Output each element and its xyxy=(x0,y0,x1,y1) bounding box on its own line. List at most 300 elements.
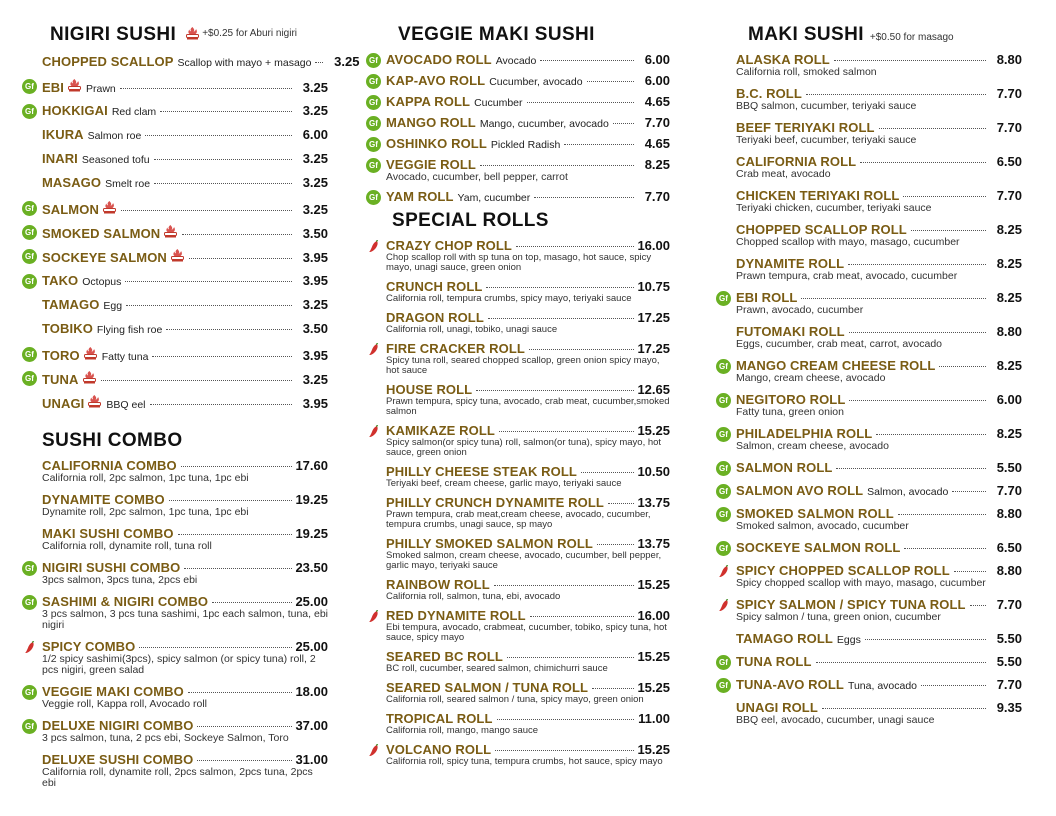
item-row xyxy=(736,483,1022,498)
item-price: 7.70 xyxy=(996,677,1022,692)
gluten-free-icon: Gf xyxy=(22,274,37,289)
combo-list xyxy=(20,458,328,789)
menu-item-philly-cheese-steak-roll xyxy=(364,464,670,489)
menu-item-maki-sushi-combo xyxy=(20,526,328,552)
item-price: 15.25 xyxy=(637,680,670,695)
dot-leader xyxy=(865,639,986,640)
item-name: RAINBOW ROLL xyxy=(386,577,490,592)
item-row xyxy=(736,290,1022,305)
item-name: SALMON ROLL xyxy=(736,460,833,475)
item-name: KAP-AVO ROLL xyxy=(386,73,486,88)
item-row xyxy=(386,382,670,397)
gluten-free-icon: Gf xyxy=(22,685,37,700)
item-name: SMOKED SALMON xyxy=(42,226,161,242)
item-name: TUNA-AVO ROLL xyxy=(736,677,844,692)
dot-leader xyxy=(534,197,634,198)
item-row xyxy=(386,536,670,551)
nigiri-title: NIGIRI SUSHI xyxy=(50,24,177,45)
item-row xyxy=(42,248,328,265)
item-name: DRAGON ROLL xyxy=(386,310,484,325)
item-name: NEGITORO ROLL xyxy=(736,392,846,407)
item-row xyxy=(386,157,670,172)
item-price: 3.25 xyxy=(302,371,328,387)
torch-icon xyxy=(102,200,117,214)
gluten-free-icon: Gf xyxy=(22,79,37,94)
item-name: HOUSE ROLL xyxy=(386,382,473,397)
item-row xyxy=(42,78,328,95)
item-price: 17.60 xyxy=(295,458,328,474)
item-price: 3.25 xyxy=(334,54,360,69)
item-price: 10.50 xyxy=(637,464,670,479)
item-row xyxy=(386,52,670,67)
dot-leader xyxy=(911,230,986,231)
menu-item-chopped-scallop xyxy=(20,54,360,78)
gluten-free-icon: Gf xyxy=(716,541,731,556)
menu-item-veggie-maki-combo xyxy=(20,684,328,710)
gluten-free-icon: Gf xyxy=(716,507,731,522)
menu-item-tobiko xyxy=(20,321,328,345)
item-name: SPICY SALMON / SPICY TUNA ROLL xyxy=(736,597,966,612)
menu-item-oshinko-roll xyxy=(364,136,670,151)
item-price: 15.25 xyxy=(637,649,670,664)
item-price: 3.95 xyxy=(302,272,328,288)
item-name: DELUXE NIGIRI COMBO xyxy=(42,718,194,734)
gluten-free-icon: Gf xyxy=(22,201,37,216)
item-name: INARI xyxy=(42,151,78,167)
menu-item-masago xyxy=(20,175,328,199)
menu-item-dynamite-roll xyxy=(714,256,1022,282)
gluten-free-icon: Gf xyxy=(716,655,731,670)
item-price: 16.00 xyxy=(637,238,670,253)
item-price: 8.25 xyxy=(996,358,1022,373)
menu-item-avocado-roll xyxy=(364,52,670,67)
item-row xyxy=(386,341,670,356)
item-name: KAMIKAZE ROLL xyxy=(386,423,495,438)
item-price: 7.70 xyxy=(644,189,670,204)
item-name: CHOPPED SCALLOP ROLL xyxy=(736,222,907,237)
item-price: 3.25 xyxy=(302,296,328,312)
maki-list xyxy=(714,52,1022,726)
gluten-free-icon: Gf xyxy=(22,104,37,119)
item-row xyxy=(736,222,1022,237)
item-name: CHICKEN TERIYAKI ROLL xyxy=(736,188,900,203)
menu-item-sashimi-nigiri-combo xyxy=(20,594,328,631)
item-row xyxy=(42,526,328,541)
menu-item-nigiri-sushi-combo xyxy=(20,560,328,586)
item-price: 6.50 xyxy=(996,154,1022,169)
item-name: B.C. ROLL xyxy=(736,86,802,101)
dot-leader xyxy=(970,605,986,606)
item-name: AVOCADO ROLL xyxy=(386,52,492,67)
item-name: BEEF TERIYAKI ROLL xyxy=(736,120,875,135)
item-price: 6.00 xyxy=(302,126,328,142)
item-description: Teriyaki chicken, cucumber, teriyaki sauce xyxy=(736,202,932,214)
menu-item-ebi-roll xyxy=(714,290,1022,316)
nigiri-section xyxy=(20,24,360,418)
dot-leader xyxy=(530,616,634,617)
gluten-free-icon: Gf xyxy=(716,484,731,499)
item-description: BBQ salmon, cucumber, teriyaki sauce xyxy=(736,100,917,112)
item-name: UNAGI ROLL xyxy=(736,700,818,715)
item-name: TUNA ROLL xyxy=(736,654,812,669)
item-price: 8.25 xyxy=(996,426,1022,441)
section-title-veggie xyxy=(364,24,670,50)
item-description: Teriyaki beef, cream cheese, garlic mayo, teriyaki sauce xyxy=(386,478,622,489)
item-name: TAMAGO xyxy=(42,296,100,312)
item-description: Spicy salmon(or spicy tuna) roll, salmon(or tuna), spicy mayo, hot sauce, green onion xyxy=(386,437,662,458)
gluten-free-icon: Gf xyxy=(716,393,731,408)
dot-leader xyxy=(145,135,292,136)
item-description: Avocado, cucumber, bell pepper, carrot xyxy=(386,171,568,183)
item-row xyxy=(386,189,670,204)
dot-leader xyxy=(188,692,292,693)
gluten-free-icon: Gf xyxy=(366,158,381,173)
item-row xyxy=(42,103,328,118)
menu-item-unagi-roll xyxy=(714,700,1022,726)
item-row xyxy=(386,464,670,479)
item-description: 1/2 spicy sashimi(3pcs), spicy salmon (or spicy tuna) roll, 2 pcs nigiri, green salad xyxy=(42,653,316,677)
item-name: PHILLY CRUNCH DYNAMITE ROLL xyxy=(386,495,604,510)
item-price: 11.00 xyxy=(638,711,670,726)
dot-leader xyxy=(497,719,635,720)
menu-item-salmon-avo-roll xyxy=(714,483,1022,498)
item-description: Prawn tempura, crab meat, avocado, cucumber xyxy=(736,270,958,282)
menu-item-mango-roll xyxy=(364,115,670,130)
item-price: 6.00 xyxy=(996,392,1022,407)
special-section xyxy=(364,210,670,767)
special-list xyxy=(364,238,670,767)
item-description: Veggie roll, Kappa roll, Avocado roll xyxy=(42,698,207,711)
section-title-special xyxy=(364,210,670,236)
menu-item-salmon xyxy=(20,200,328,224)
item-price: 5.50 xyxy=(996,631,1022,646)
item-price: 8.80 xyxy=(996,506,1022,521)
item-inline-description: Cucumber xyxy=(474,97,523,109)
item-description: California roll, mango, mango sauce xyxy=(386,725,539,736)
gluten-free-icon: Gf xyxy=(366,137,381,152)
item-name: CRAZY CHOP ROLL xyxy=(386,238,512,253)
chili-pepper-icon xyxy=(368,610,379,623)
gluten-free-icon: Gf xyxy=(366,116,381,131)
dot-leader xyxy=(120,88,292,89)
torch-icon xyxy=(83,346,98,360)
item-row xyxy=(42,127,328,142)
item-price: 6.00 xyxy=(644,73,670,88)
item-name: ALASKA ROLL xyxy=(736,52,830,67)
gluten-free-icon: Gf xyxy=(22,249,37,264)
menu-item-seared-bc-roll xyxy=(364,649,670,674)
dot-leader xyxy=(101,380,292,381)
item-inline-description: Red clam xyxy=(111,105,157,118)
menu-item-spicy-combo xyxy=(20,639,328,676)
item-inline-description: Egg xyxy=(103,299,123,312)
gluten-free-icon: Gf xyxy=(22,561,37,576)
item-name: TUNA xyxy=(42,371,79,387)
item-price: 15.25 xyxy=(637,742,670,757)
item-name: SPICY CHOPPED SCALLOP ROLL xyxy=(736,563,950,578)
menu-item-fire-cracker-roll xyxy=(364,341,670,376)
menu-item-kappa-roll xyxy=(364,94,670,109)
item-inline-description: Smelt roe xyxy=(105,178,151,191)
veggie-title: VEGGIE MAKI SUSHI xyxy=(398,24,595,45)
dot-leader xyxy=(182,234,292,235)
menu-item-chopped-scallop-roll xyxy=(714,222,1022,248)
menu-item-seared-salmon-tuna-roll xyxy=(364,680,670,705)
chili-pepper-icon xyxy=(718,599,729,612)
item-row xyxy=(42,492,328,507)
item-name: TROPICAL ROLL xyxy=(386,711,493,726)
item-row xyxy=(42,321,328,336)
item-price: 8.25 xyxy=(996,290,1022,305)
dot-leader xyxy=(822,708,986,709)
menu-item-house-roll xyxy=(364,382,670,417)
item-description: California roll, tempura crumbs, spicy mayo, teriyaki sauce xyxy=(386,293,632,304)
gluten-free-icon: Gf xyxy=(366,190,381,205)
item-row xyxy=(386,649,670,664)
item-description: California roll, dynamite roll, 2pcs salmon, 2pcs tuna, 2pcs ebi xyxy=(42,766,313,790)
item-description: Spicy tuna roll, seared chopped scallop, green onion spicy mayo, hot sauce xyxy=(386,355,660,376)
menu-item-chicken-teriyaki-roll xyxy=(714,188,1022,214)
item-name: HOKKIGAI xyxy=(42,102,108,118)
item-row xyxy=(736,358,1022,373)
item-description: Chop scallop roll with sp tuna on top, masago, hot sauce, spicy mayo, unagi sauce, green onion xyxy=(386,252,652,273)
item-row xyxy=(42,684,328,699)
item-description: California roll, smoked salmon xyxy=(736,66,877,78)
dot-leader xyxy=(121,210,292,211)
dot-leader xyxy=(125,281,292,282)
item-row xyxy=(42,175,328,190)
menu-item-beef-teriyaki-roll xyxy=(714,120,1022,146)
menu-item-ebi xyxy=(20,78,328,102)
dot-leader xyxy=(608,503,634,504)
item-row xyxy=(386,73,670,88)
item-description: Eggs, cucumber, crab meat, carrot, avocado xyxy=(736,338,943,350)
dot-leader xyxy=(507,657,634,658)
item-row xyxy=(386,115,670,130)
dot-leader xyxy=(564,144,634,145)
menu-item-futomaki-roll xyxy=(714,324,1022,350)
item-description: 3pcs salmon, 3pcs tuna, 2pcs ebi xyxy=(42,574,198,587)
item-name: TOBIKO xyxy=(42,321,93,337)
dot-leader xyxy=(613,123,634,124)
dot-leader xyxy=(166,329,292,330)
item-row xyxy=(736,631,1022,646)
item-description: Spicy chopped scallop with mayo, masago, cucumber xyxy=(736,577,986,589)
menu-item-salmon-roll xyxy=(714,460,1022,475)
item-inline-description: Flying fish roe xyxy=(96,324,163,337)
item-price: 19.25 xyxy=(295,492,328,508)
item-description: California roll, salmon, tuna, ebi, avocado xyxy=(386,591,561,602)
item-name: MANGO CREAM CHEESE ROLL xyxy=(736,358,936,373)
item-name: SALMON AVO ROLL xyxy=(736,483,864,498)
item-name: OSHINKO ROLL xyxy=(386,136,487,151)
menu-item-hokkigai xyxy=(20,103,328,127)
dot-leader xyxy=(597,544,634,545)
gluten-free-icon: Gf xyxy=(716,359,731,374)
item-name: EBI xyxy=(42,80,64,96)
item-inline-description: Cucumber, avocado xyxy=(489,76,583,88)
item-price: 25.00 xyxy=(295,594,328,610)
item-description: Fatty tuna, green onion xyxy=(736,406,844,418)
chili-pepper-icon xyxy=(368,744,379,757)
chili-pepper-icon xyxy=(368,425,379,438)
item-row xyxy=(42,370,328,387)
item-price: 8.25 xyxy=(644,157,670,172)
item-price: 7.70 xyxy=(996,120,1022,135)
menu-item-tuna-avo-roll xyxy=(714,677,1022,692)
item-row xyxy=(42,394,328,411)
item-row xyxy=(42,54,360,69)
menu-item-b-c-roll xyxy=(714,86,1022,112)
item-name: VEGGIE MAKI COMBO xyxy=(42,684,184,700)
menu-item-alaska-roll xyxy=(714,52,1022,78)
menu-item-deluxe-nigiri-combo xyxy=(20,718,328,744)
maki-title: MAKI SUSHI xyxy=(748,24,864,45)
item-row xyxy=(386,680,670,695)
item-price: 6.50 xyxy=(996,540,1022,555)
item-price: 3.95 xyxy=(302,396,328,412)
item-row xyxy=(386,495,670,510)
chili-pepper-icon xyxy=(368,240,379,253)
item-name: PHILLY SMOKED SALMON ROLL xyxy=(386,536,593,551)
item-row xyxy=(736,700,1022,715)
dot-leader xyxy=(169,500,292,501)
nigiri-note xyxy=(182,26,297,40)
menu-item-negitoro-roll xyxy=(714,392,1022,418)
dot-leader xyxy=(152,356,292,357)
dot-leader xyxy=(197,726,292,727)
gluten-free-icon: Gf xyxy=(366,53,381,68)
chili-pepper-icon xyxy=(24,641,35,654)
menu-item-california-combo xyxy=(20,458,328,484)
dot-leader xyxy=(315,62,323,63)
item-price: 7.70 xyxy=(996,86,1022,101)
item-row xyxy=(736,324,1022,339)
item-description: California roll, spicy tuna, tempura crumbs, hot sauce, spicy mayo xyxy=(386,756,663,767)
gluten-free-icon: Gf xyxy=(22,225,37,240)
dot-leader xyxy=(160,111,292,112)
dot-leader xyxy=(540,60,634,61)
combo-title: SUSHI COMBO xyxy=(42,430,183,452)
dot-leader xyxy=(581,472,634,473)
item-price: 7.70 xyxy=(996,597,1022,612)
dot-leader xyxy=(801,298,986,299)
dot-leader xyxy=(480,165,634,166)
item-row xyxy=(386,279,670,294)
dot-leader xyxy=(197,760,292,761)
item-name: DYNAMITE COMBO xyxy=(42,492,165,508)
item-price: 16.00 xyxy=(637,608,670,623)
dot-leader xyxy=(834,60,986,61)
item-row xyxy=(736,256,1022,271)
item-price: 13.75 xyxy=(637,495,670,510)
item-name: EBI ROLL xyxy=(736,290,798,305)
item-description: Teriyaki beef, cucumber, teriyaki sauce xyxy=(736,134,917,146)
menu-item-yam-roll xyxy=(364,189,670,204)
item-name: CALIFORNIA COMBO xyxy=(42,458,177,474)
gluten-free-icon: Gf xyxy=(22,347,37,362)
menu-item-sockeye-salmon-roll xyxy=(714,540,1022,555)
item-inline-description: BBQ eel xyxy=(106,399,146,412)
veggie-list xyxy=(364,52,670,204)
dot-leader xyxy=(592,688,634,689)
item-price: 18.00 xyxy=(295,684,328,700)
dot-leader xyxy=(849,332,986,333)
item-name: TAKO xyxy=(42,272,79,288)
item-name: RED DYNAMITE ROLL xyxy=(386,608,526,623)
item-inline-description: Mango, cucumber, avocado xyxy=(479,118,609,130)
menu-item-crazy-chop-roll xyxy=(364,238,670,273)
item-price: 3.25 xyxy=(302,151,328,167)
gluten-free-icon: Gf xyxy=(22,371,37,386)
dot-leader xyxy=(178,534,292,535)
item-inline-description: Octopus xyxy=(82,275,122,288)
item-row xyxy=(42,346,328,363)
maki-section xyxy=(714,24,1022,726)
torch-icon xyxy=(163,224,178,238)
item-price: 7.70 xyxy=(996,188,1022,203)
chili-pepper-icon xyxy=(718,565,729,578)
menu-item-spicy-chopped-scallop-roll xyxy=(714,563,1022,589)
dot-leader xyxy=(154,159,292,160)
dot-leader xyxy=(903,196,986,197)
nigiri-note-text: +$0.25 for Aburi nigiri xyxy=(202,27,297,39)
item-row xyxy=(42,594,328,609)
item-price: 4.65 xyxy=(644,94,670,109)
item-name: SEARED SALMON / TUNA ROLL xyxy=(386,680,589,695)
item-name: TAMAGO ROLL xyxy=(736,631,833,646)
menu-item-unagi xyxy=(20,394,328,418)
item-price: 3.95 xyxy=(302,250,328,266)
item-price: 5.50 xyxy=(996,460,1022,475)
dot-leader xyxy=(806,94,986,95)
item-name: SEARED BC ROLL xyxy=(386,649,503,664)
dot-leader xyxy=(879,128,986,129)
item-row xyxy=(386,238,670,253)
item-name: PHILADELPHIA ROLL xyxy=(736,426,873,441)
item-price: 23.50 xyxy=(295,560,328,576)
item-name: FIRE CRACKER ROLL xyxy=(386,341,525,356)
item-description: California roll, seared salmon / tuna, spicy mayo, green onion xyxy=(386,694,644,705)
item-price: 13.75 xyxy=(637,536,670,551)
item-price: 8.80 xyxy=(996,563,1022,578)
item-price: 3.25 xyxy=(302,80,328,96)
item-description: California roll, 2pc salmon, 1pc tuna, 1pc ebi xyxy=(42,472,249,485)
item-row xyxy=(736,188,1022,203)
item-row xyxy=(736,540,1022,555)
item-name: SPICY COMBO xyxy=(42,639,136,655)
dot-leader xyxy=(212,602,292,603)
item-name: SOCKEYE SALMON ROLL xyxy=(736,540,901,555)
item-row xyxy=(736,86,1022,101)
torch-icon xyxy=(82,370,97,384)
item-description: Dynamite roll, 2pc salmon, 1pc tuna, 1pc ebi xyxy=(42,506,249,519)
chili-pepper-icon xyxy=(368,343,379,356)
item-inline-description: Tuna, avocado xyxy=(847,680,918,692)
combo-section xyxy=(20,430,328,789)
item-row xyxy=(736,426,1022,441)
item-price: 4.65 xyxy=(644,136,670,151)
dot-leader xyxy=(499,431,634,432)
menu-item-toro xyxy=(20,346,328,370)
item-row xyxy=(386,423,670,438)
dot-leader xyxy=(529,349,634,350)
nigiri-list xyxy=(20,54,360,418)
dot-leader xyxy=(150,404,293,405)
item-row xyxy=(736,677,1022,692)
menu-item-tuna xyxy=(20,370,328,394)
item-price: 3.25 xyxy=(302,175,328,191)
